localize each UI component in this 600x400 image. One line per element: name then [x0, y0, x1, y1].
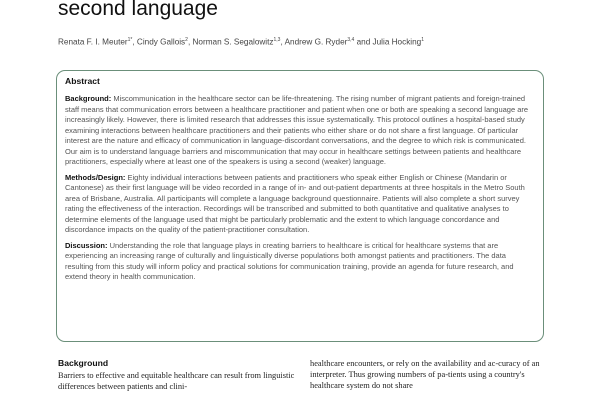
section-label: Discussion: — [65, 240, 108, 250]
body-paragraph: Barriers to effective and equitable healthcare can result from linguistic differences between patients and clini- — [58, 371, 295, 391]
author-affiliation: 1 — [421, 37, 425, 43]
section-text: Eighty individual interactions between patients and practitioners who speak either English or Chinese (Mandarin or Cantonese) as their first language will be video recorded in a range of in- and out-patient departments at three hospitals in the Metro South area of Brisbane, Australia. All participants will complete a language background questionnaire. Patients will also complete a short survey rating the effectiveness of the interaction. Recordings will be transcribed and submitted to both quantitative and qualitative analyses to determine elements of the language used that might be particularly problematic and the extent to which language concordance and discordance impacts on the quality of the patient-practitioner consultation. — [65, 172, 525, 234]
author-name: Julia Hocking — [372, 37, 422, 47]
author-affiliation: 1* — [127, 37, 133, 43]
author-affiliation: 1,3 — [273, 37, 281, 43]
author-affiliation: 3,4 — [347, 37, 355, 43]
author-list: Renata F. I. Meuter$^{1*}$, Cindy Gallois$^2$, Norman S. Segalowitz$^{1,3}$, Andrew G. Ryder$^{3,4}$ and Julia Hocking$^1$ — [58, 37, 425, 47]
abstract-section-methods — [65, 173, 535, 236]
section-text: Miscommunication in the healthcare sector can be life-threatening. The rising number of migrant patients and foreign-trained staff means that communication errors between a healthcare practitioner and patient when one or both are speaking a second language are increasingly likely. However, there is limited research that addresses this issue systematically. This protocol outlines a hospital-based study examining interactions between healthcare practitioners and their patients who either share or do not share a first language. Of particular interest are the nature and efficacy of communication in language-discordant conversations, and the degree to which risk is communicated. Our aim is to understand language barriers and miscommunication that may occur in healthcare settings between patients and healthcare practitioners, especially where at least one of the speakers is using a second (weaker) language. — [65, 94, 529, 166]
author-name: Andrew G. Ryder — [284, 37, 348, 47]
author-name: Renata F. I. Meuter — [58, 37, 128, 47]
section-text: Understanding the role that language plays in creating barriers to healthcare is critical for healthcare systems that are experiencing an increasing range of culturally and linguistically diverse populations both amongst patients and practitioners. The data resulting from this study will inform policy and practical solutions for communication training, provide an agenda for future research, and extend theory in health communication. — [65, 240, 514, 281]
paper-title: second language — [58, 0, 218, 20]
body-column-left — [58, 358, 298, 392]
author-affiliation: 2 — [185, 37, 188, 43]
author-name: Norman S. Segalowitz — [192, 37, 274, 47]
abstract-section-discussion — [65, 241, 535, 283]
body-column-right — [310, 358, 550, 391]
abstract-section-background — [65, 94, 535, 168]
section-label: Methods/Design: — [65, 172, 126, 182]
abstract-heading: Abstract — [65, 76, 100, 86]
section-label: Background: — [65, 94, 112, 103]
author-name: Cindy Gallois — [136, 37, 186, 47]
abstract-box — [56, 70, 544, 342]
body-paragraph: healthcare encounters, or rely on the availability and ac-curacy of an interpreter. Thus growing numbers of pa-tients using a country's healthcare system do not share — [310, 359, 540, 390]
section-heading: Background — [58, 358, 109, 368]
